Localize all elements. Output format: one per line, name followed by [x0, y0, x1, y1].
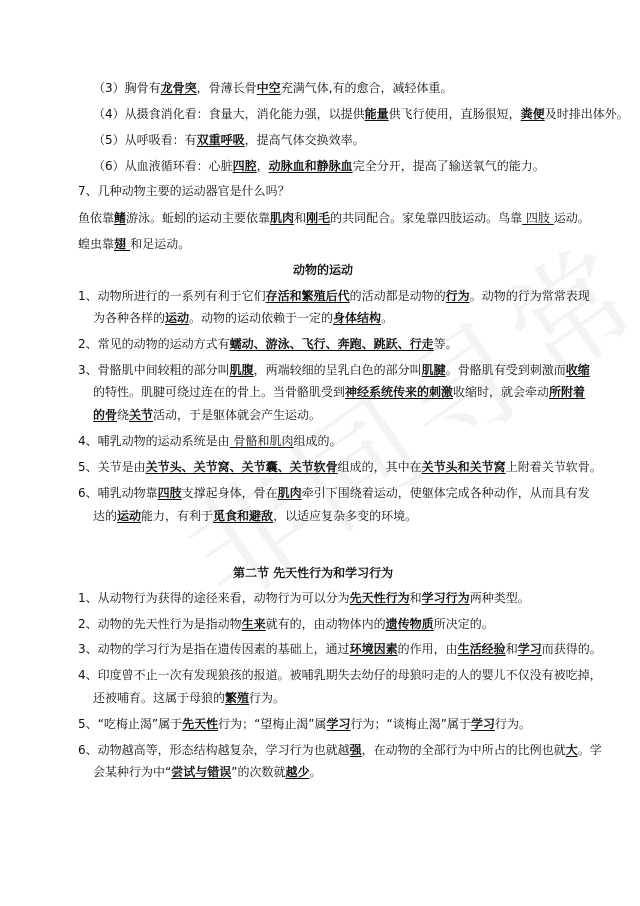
keyword: 身体结构	[333, 311, 382, 325]
text-segment: 组成的，其中在	[337, 460, 422, 474]
text-segment: （5）从呼吸看：有	[93, 133, 197, 147]
text-line	[78, 616, 630, 632]
text-segment: 。动物的行为常常表现	[469, 289, 590, 303]
text-line	[78, 459, 630, 475]
keyword: 的骨	[93, 408, 118, 422]
text-segment: 上附着关节软骨。	[505, 460, 602, 474]
section-heading	[293, 262, 630, 278]
text-segment: 和	[294, 211, 307, 225]
keyword: 关节头和关节窝	[421, 460, 506, 474]
text-line	[78, 362, 630, 378]
text-segment: 的共同配合。家兔靠四肢运动。鸟靠	[330, 211, 523, 225]
text-segment: 5、“吃梅止渴”属于	[78, 717, 183, 731]
text-segment: 运动。	[553, 211, 590, 225]
text-segment: 所决定的。	[433, 617, 494, 631]
text-line	[93, 158, 630, 174]
text-segment: 动物的运动	[293, 263, 354, 277]
keyword: 蠕动、游泳、飞行、奔跑、跳跃、行走	[229, 337, 434, 351]
keyword: 关节	[129, 408, 154, 422]
text-segment: 和足运动。	[130, 237, 191, 251]
keyword: 学习行为	[421, 591, 470, 605]
text-segment: 活动，于是躯体就会产生运动。	[153, 408, 322, 422]
text-segment: 两种类型。	[469, 591, 530, 605]
text-segment: 2、常见的动物的运动方式有	[78, 337, 230, 351]
keyword: 学习	[517, 642, 542, 656]
text-segment: 和	[505, 642, 518, 656]
text-segment: 行为；“望梅止渴”属	[218, 717, 327, 731]
keyword: 肌肉	[277, 486, 302, 500]
text-segment: 的活动都是动物的	[349, 289, 446, 303]
text-segment: 行为。	[249, 691, 286, 705]
text-line	[78, 288, 630, 304]
text-segment: 。骨骼肌有受到刺激而	[445, 363, 566, 377]
text-segment: 鱼依靠	[78, 211, 115, 225]
keyword: 肌腱	[421, 363, 446, 377]
text-segment: 1、动物所进行的一系列有利于它们	[78, 289, 266, 303]
keyword: 肌肉	[270, 211, 295, 225]
text-segment: 1、从动物行为获得的途径来看，动物行为可以分为	[78, 591, 350, 605]
text-segment: 而获得的。	[541, 642, 602, 656]
keyword: 行为	[445, 289, 470, 303]
keyword: 收缩	[565, 363, 590, 377]
text-segment: 。动物的运动依赖于一定的	[189, 311, 334, 325]
text-segment: 的特性。肌腱可绕过连在的骨上。当骨骼肌受到	[93, 385, 346, 399]
text-segment: 。学	[577, 743, 602, 757]
text-line	[78, 641, 630, 657]
keyword: 动脉血和静脉血	[268, 159, 353, 173]
text-line	[93, 508, 630, 524]
keyword: 刚毛	[306, 211, 331, 225]
text-line	[93, 310, 630, 326]
text-segment: 就有的，由动物体内的	[265, 617, 386, 631]
text-line	[78, 485, 630, 501]
text-segment: 绕	[117, 408, 130, 422]
text-line	[93, 764, 630, 780]
text-line	[93, 407, 630, 423]
text-segment: 还被哺育。这属于母狼的	[93, 691, 226, 705]
keyword: 觅食和避敌	[213, 509, 274, 523]
text-segment: 3、动物的学习行为是指在遗传因素的基础上，通过	[78, 642, 350, 656]
text-segment: ，以适应复杂多变的环境。	[273, 509, 418, 523]
keyword: 中空	[256, 81, 281, 95]
text-segment: 2、动物的先天性行为是指动物	[78, 617, 242, 631]
keyword: 能量	[364, 107, 389, 121]
text-segment: 完全分开，提高了输送氧气的能力。	[352, 159, 545, 173]
text-line	[93, 80, 630, 96]
text-line	[78, 433, 630, 449]
text-line	[78, 716, 630, 732]
text-segment: 行为；“谈梅止渴”属于	[350, 717, 471, 731]
text-segment: 。	[381, 311, 394, 325]
text-line	[78, 667, 630, 683]
text-line	[78, 183, 630, 199]
text-segment: 蝗虫靠	[78, 237, 115, 251]
text-line	[78, 210, 630, 226]
keyword: 存活和繁殖后代	[265, 289, 350, 303]
text-segment: ，在动物的全部行为中所占的比例也就	[361, 743, 566, 757]
text-segment: 等。	[433, 337, 458, 351]
keyword: 遗传物质	[385, 617, 434, 631]
keyword: 生来	[241, 617, 266, 631]
text-segment: ，	[256, 159, 269, 173]
keyword: 所附着	[549, 385, 586, 399]
keyword: 大	[565, 743, 578, 757]
text-segment: 充满气体,有的愈合，减轻体重。	[280, 81, 453, 95]
text-line	[93, 132, 630, 148]
text-segment: 4、哺乳动物的运动系统是由	[78, 434, 230, 448]
keyword: 粪便	[520, 107, 545, 121]
text-segment: ，提高气体交换效率。	[244, 133, 365, 147]
text-segment: 的作用，由	[397, 642, 458, 656]
keyword: 四肢	[157, 486, 182, 500]
text-segment: 为各种各样的	[93, 311, 166, 325]
text-segment: 达的	[93, 509, 118, 523]
text-line	[78, 742, 630, 758]
text-segment: 会某种行为中“	[93, 765, 172, 779]
keyword: 繁殖	[225, 691, 250, 705]
keyword: 鳍	[114, 211, 127, 225]
text-segment: 牵引下围绕着运动，使躯体完成各种动作，从而具有发	[301, 486, 590, 500]
text-segment: 4、印度曾不止一次有发现狼孩的报道。被哺乳期失去幼仔的母狼叼走的人的婴儿不仅没有被吃掉，	[78, 668, 602, 682]
text-segment: 和	[409, 591, 422, 605]
keyword: 尝试与错误	[171, 765, 232, 779]
text-segment: 6、动物越高等，形态结构越复杂，学习行为也就越	[78, 743, 350, 757]
text-segment: 。	[309, 765, 322, 779]
keyword: 先天性	[182, 717, 219, 731]
text-line	[78, 336, 630, 352]
blank-answer: 四肢	[522, 211, 554, 225]
keyword: 翅	[114, 237, 131, 251]
text-segment: 支撑起身体，骨在	[181, 486, 278, 500]
text-line	[93, 690, 630, 706]
keyword: 学习	[326, 717, 351, 731]
text-segment: 第二节 先天性行为和学习行为	[233, 566, 394, 580]
text-segment: ，骨薄长骨	[196, 81, 257, 95]
keyword: 运动	[117, 509, 142, 523]
text-segment: 7、几种动物主要的运动器官是什么吗？	[78, 184, 290, 198]
text-segment: 及时排出体外。	[544, 107, 629, 121]
text-line	[93, 106, 630, 122]
blank-answer: 骨骼和肌肉	[229, 434, 294, 448]
keyword: 双重呼吸	[196, 133, 245, 147]
keyword: 先天性行为	[349, 591, 410, 605]
text-line	[78, 236, 630, 252]
keyword: 学习	[470, 717, 495, 731]
text-segment: 游泳。蚯蚓的运动主要依靠	[126, 211, 271, 225]
keyword: 四腔	[232, 159, 257, 173]
keyword: 越少	[285, 765, 310, 779]
keyword: 肌腹	[229, 363, 254, 377]
text-segment: ”的次数就	[231, 765, 286, 779]
text-segment: 5、关节是由	[78, 460, 146, 474]
keyword: 龙骨突	[160, 81, 197, 95]
text-segment: （6）从血液循环看：心脏	[93, 159, 233, 173]
text-segment: 能力，有利于	[141, 509, 214, 523]
text-segment: （4）从摄食消化看：食量大，消化能力强，以提供	[93, 107, 365, 121]
text-segment: （3）胸骨有	[93, 81, 161, 95]
text-segment: 供飞行使用，直肠很短，	[388, 107, 521, 121]
text-segment: 3、骨骼肌中间较粗的部分叫	[78, 363, 230, 377]
keyword: 环境因素	[349, 642, 398, 656]
keyword: 生活经验	[457, 642, 506, 656]
text-segment: 收缩时，就会牵动	[453, 385, 550, 399]
text-segment: 组成的。	[293, 434, 342, 448]
text-segment: ，两端较细的呈乳白色的部分叫	[253, 363, 422, 377]
text-segment: 6、哺乳动物靠	[78, 486, 158, 500]
text-segment: 行为。	[495, 717, 532, 731]
text-line	[78, 590, 630, 606]
section-heading	[233, 565, 630, 581]
keyword: 强	[349, 743, 362, 757]
keyword: 关节头、关节窝、关节囊、关节软骨	[145, 460, 338, 474]
text-line	[93, 384, 630, 400]
keyword: 神经系统传来的刺激	[345, 385, 454, 399]
keyword: 运动	[165, 311, 190, 325]
